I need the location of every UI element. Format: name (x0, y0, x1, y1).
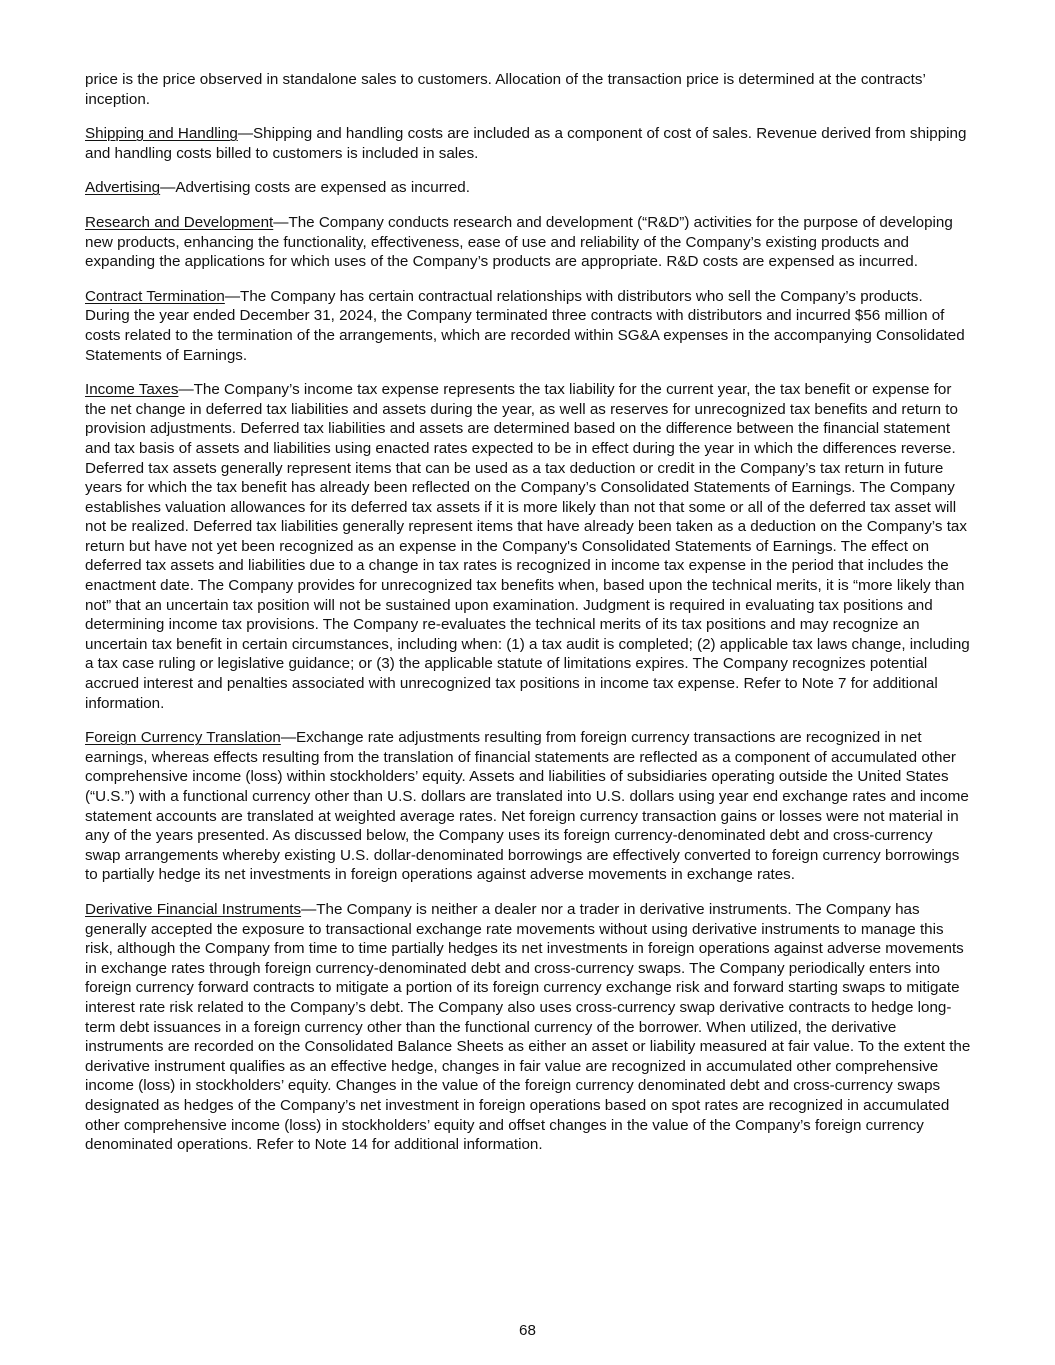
section-heading: Advertising (85, 179, 161, 197)
section-heading: Derivative Financial Instruments (85, 900, 302, 918)
section-heading: Shipping and Handling (85, 125, 238, 143)
paragraph-text: price is the price observed in standalone sales to customers. Allocation of the transaction price is determined at the contracts’ inception. (85, 71, 926, 108)
page-number: 68 (519, 1322, 536, 1339)
paragraph-text: —The Company conducts research and development (“R&D”) activities for the purpose of developing new products, enhancing the functionality, effectiveness, ease of use and reliability of the Company’s existing products and expanding the applications for which uses of the Company’s products are appropriate. R&D costs are expensed as incurred. (85, 213, 953, 271)
paragraph-derivative-financial-instruments (85, 900, 971, 1155)
document-body (85, 70, 971, 1170)
paragraph-contract-termination (85, 287, 971, 365)
section-heading: Income Taxes (85, 381, 179, 399)
section-heading: Foreign Currency Translation (85, 729, 281, 747)
paragraph-shipping-and-handling (85, 124, 971, 163)
section-heading: Contract Termination (85, 287, 225, 305)
paragraph-text: —Shipping and handling costs are included as a component of cost of sales. Revenue derived from shipping and handling costs billed to customers is included in sales. (85, 125, 967, 162)
paragraph-text: —The Company has certain contractual relationships with distributors who sell the Company’s products. During the year ended December 31, 2024, the Company terminated three contracts with distributors and incurred $56 million of costs related to the termination of the arrangements, which are recorded within SG&A expenses in the accompanying Consolidated Statements of Earnings. (85, 287, 965, 364)
paragraph-text: —The Company is neither a dealer nor a trader in derivative instruments. The Company has generally accepted the exposure to transactional exchange rate movements without using derivative instruments to manage this risk, although the Company from time to time partially hedges its net investments in foreign operations against adverse movements in exchange rates through foreign currency-denominated debt and cross-currency swaps. The Company periodically enters into foreign currency forward contracts to mitigate a portion of its foreign currency exchange risk and forward starting swaps to mitigate interest rate risk related to the Company’s debt. The Company also uses cross-currency swap derivative contracts to hedge long-term debt issuances in a foreign currency other than the functional currency of the borrower. When utilized, the derivative instruments are recorded on the Consolidated Balance Sheets as either an asset or liability measured at fair value. To the extent the derivative instrument qualifies as an effective hedge, changes in fair value are recognized in accumulated other comprehensive income (loss) in stockholders’ equity. Changes in the value of the foreign currency denominated debt and cross-currency swaps designated as hedges of the Company’s net investment in foreign operations based on spot rates are recognized in accumulated other comprehensive income (loss) in stockholders’ equity and offset changes in the value of the Company’s foreign currency denominated operations. Refer to Note 14 for additional information. (85, 900, 971, 1154)
paragraph-revenue-continuation (85, 70, 971, 109)
paragraph-advertising (85, 178, 971, 198)
paragraph-foreign-currency-translation (85, 728, 971, 885)
section-heading: Research and Development (85, 213, 274, 231)
paragraph-text: —Advertising costs are expensed as incurred. (160, 179, 470, 197)
paragraph-income-taxes (85, 380, 971, 713)
paragraph-research-and-development (85, 213, 971, 272)
paragraph-text: —The Company’s income tax expense represents the tax liability for the current year, the tax benefit or expense for the net change in deferred tax liabilities and assets during the year, as well as reserves for unrecognized tax benefits and return to provision adjustments. Deferred tax liabilities and assets are determined based on the difference between the financial statement and tax basis of assets and liabilities using enacted rates expected to be in effect during the year in which the differences reverse. Deferred tax assets generally represent items that can be used as a tax deduction or credit in the Company’s tax return in future years for which the tax benefit has already been reflected on the Company’s Consolidated Statements of Earnings. The Company establishes valuation allowances for its deferred tax assets if it is more likely than not that some or all of the deferred tax asset will not be realized. Deferred tax liabilities generally represent items that have already been taken as a deduction on the Company’s tax return but have not yet been recognized as an expense in the Company's Consolidated Statements of Earnings. The effect on deferred tax assets and liabilities due to a change in tax rates is recognized in income tax expense in the period that includes the enactment date. The Company provides for unrecognized tax benefits when, based upon the technical merits, it is “more likely than not” that an uncertain tax position will not be sustained upon examination. Judgment is required in evaluating tax positions and determining income tax provisions. The Company re-evaluates the technical merits of its tax positions and may recognize an uncertain tax benefit in certain circumstances, including when: (1) a tax audit is completed; (2) applicable tax laws change, including a tax case ruling or legislative guidance; or (3) the applicable statute of limitations expires. The Company recognizes potential accrued interest and penalties associated with unrecognized tax positions in income tax expense. Refer to Note 7 for additional information. (85, 381, 970, 712)
paragraph-text: —Exchange rate adjustments resulting from foreign currency transactions are recognized in net earnings, whereas effects resulting from the translation of financial statements are reflected as a component of accumulated other comprehensive income (loss) within stockholders’ equity. Assets and liabilities of subsidiaries operating outside the United States (“U.S.”) with a functional currency other than U.S. dollars are translated into U.S. dollars using year end exchange rates and income statement accounts are translated at weighted average rates. Net foreign currency transaction gains or losses were not material in any of the years presented. As discussed below, the Company uses its foreign currency-denominated debt and cross-currency swap arrangements whereby existing U.S. dollar-denominated borrowings are effectively converted to foreign currency borrowings to partially hedge its net investments in foreign operations against adverse movements in exchange rates. (85, 729, 969, 884)
